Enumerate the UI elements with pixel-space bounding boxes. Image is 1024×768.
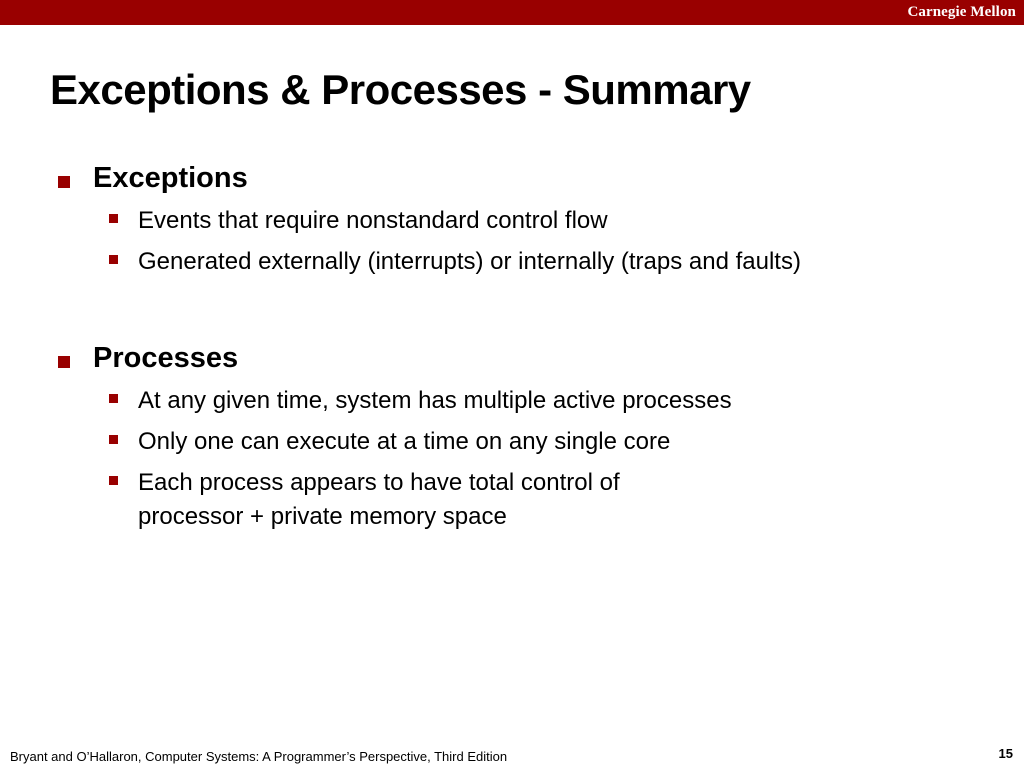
bullet-level2 [0, 421, 1024, 462]
header-bar [0, 0, 1024, 25]
bullet-text: At any given time, system has multiple active processes [138, 387, 732, 414]
square-bullet-icon [109, 394, 118, 403]
bullet-text: Each process appears to have total control of processor + private memory space [138, 469, 620, 530]
bullet-text: Only one can execute at a time on any single core [138, 428, 671, 455]
bullet-level2 [0, 462, 1024, 538]
square-bullet-icon [109, 476, 118, 485]
square-bullet-icon [58, 176, 70, 188]
slide-title: Exceptions & Processes - Summary [50, 66, 751, 113]
bullet-text: Events that require nonstandard control flow [138, 207, 608, 234]
square-bullet-icon [109, 255, 118, 264]
square-bullet-icon [109, 214, 118, 223]
bullet-text: Generated externally (interrupts) or internally (traps and faults) [138, 248, 801, 275]
bullet-level1 [0, 340, 1024, 380]
bullet-level2 [0, 241, 1024, 282]
section-heading: Exceptions [93, 162, 248, 194]
square-bullet-icon [109, 435, 118, 444]
bullet-level2 [0, 200, 1024, 241]
section-processes [0, 340, 1024, 538]
bullet-level1 [0, 160, 1024, 200]
page-number: 15 [998, 746, 1013, 761]
footer-citation: Bryant and O’Hallaron, Computer Systems: A Programmer’s Perspective, Third Edition [10, 749, 508, 764]
bullet-level2 [0, 380, 1024, 421]
section-heading: Processes [93, 342, 239, 374]
section-exceptions [0, 160, 1024, 282]
square-bullet-icon [58, 356, 70, 368]
brand-name: Carnegie Mellon [907, 4, 1016, 20]
